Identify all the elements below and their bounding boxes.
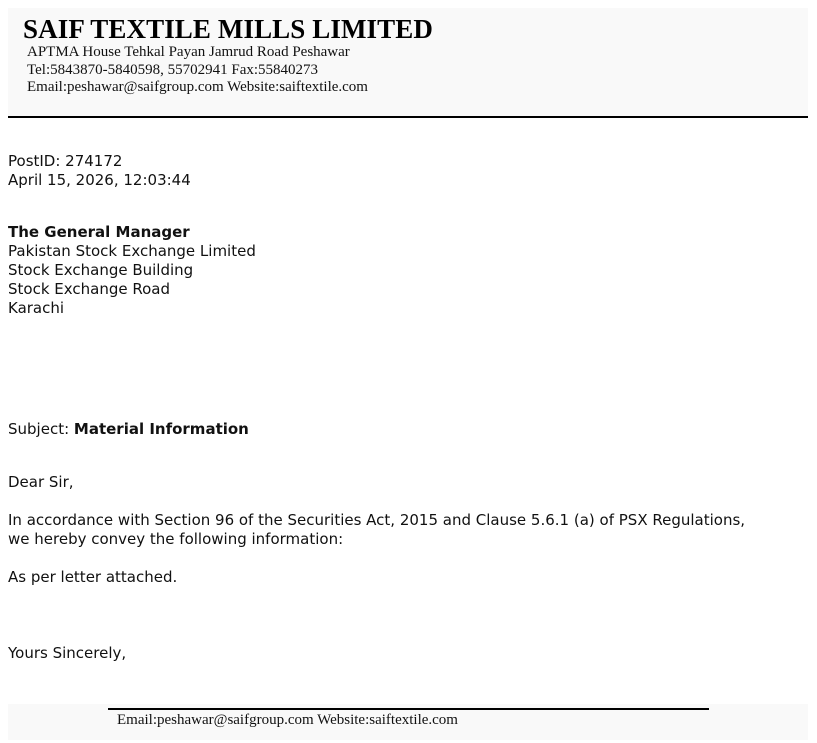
recipient-road: Stock Exchange Road <box>8 280 170 298</box>
company-phone-fax: Tel:5843870-5840598, 55702941 Fax:55840273 <box>27 62 319 78</box>
company-email-website: Email:peshawar@saifgroup.com Website:saiftextile.com <box>27 79 368 95</box>
recipient-building: Stock Exchange Building <box>8 261 194 279</box>
body-paragraph-line-1: In accordance with Section 96 of the Securities Act, 2015 and Clause 5.6.1 (a) of PSX Regulations, <box>8 511 746 529</box>
recipient-city: Karachi <box>8 299 65 317</box>
post-datetime: April 15, 2026, 12:03:44 <box>8 171 191 189</box>
header-divider <box>8 116 808 118</box>
closing: Yours Sincerely, <box>8 644 127 662</box>
letterhead <box>8 8 808 116</box>
recipient-organization: Pakistan Stock Exchange Limited <box>8 242 256 260</box>
footer-email-website: Email:peshawar@saifgroup.com Website:saiftextile.com <box>117 712 458 728</box>
subject-line <box>8 420 249 439</box>
company-address: APTMA House Tehkal Payan Jamrud Road Peshawar <box>27 44 350 60</box>
salutation: Dear Sir, <box>8 473 74 491</box>
subject-text: Material Information <box>73 420 249 438</box>
recipient-title: The General Manager <box>8 223 190 241</box>
post-id: PostID: 274172 <box>8 152 123 170</box>
body-paragraph-attachment: As per letter attached. <box>8 568 178 586</box>
body-paragraph-line-2: we hereby convey the following information: <box>8 530 344 548</box>
subject-label: Subject: <box>8 420 74 438</box>
footer-divider <box>108 708 709 710</box>
company-name: SAIF TEXTILE MILLS LIMITED <box>23 14 433 44</box>
